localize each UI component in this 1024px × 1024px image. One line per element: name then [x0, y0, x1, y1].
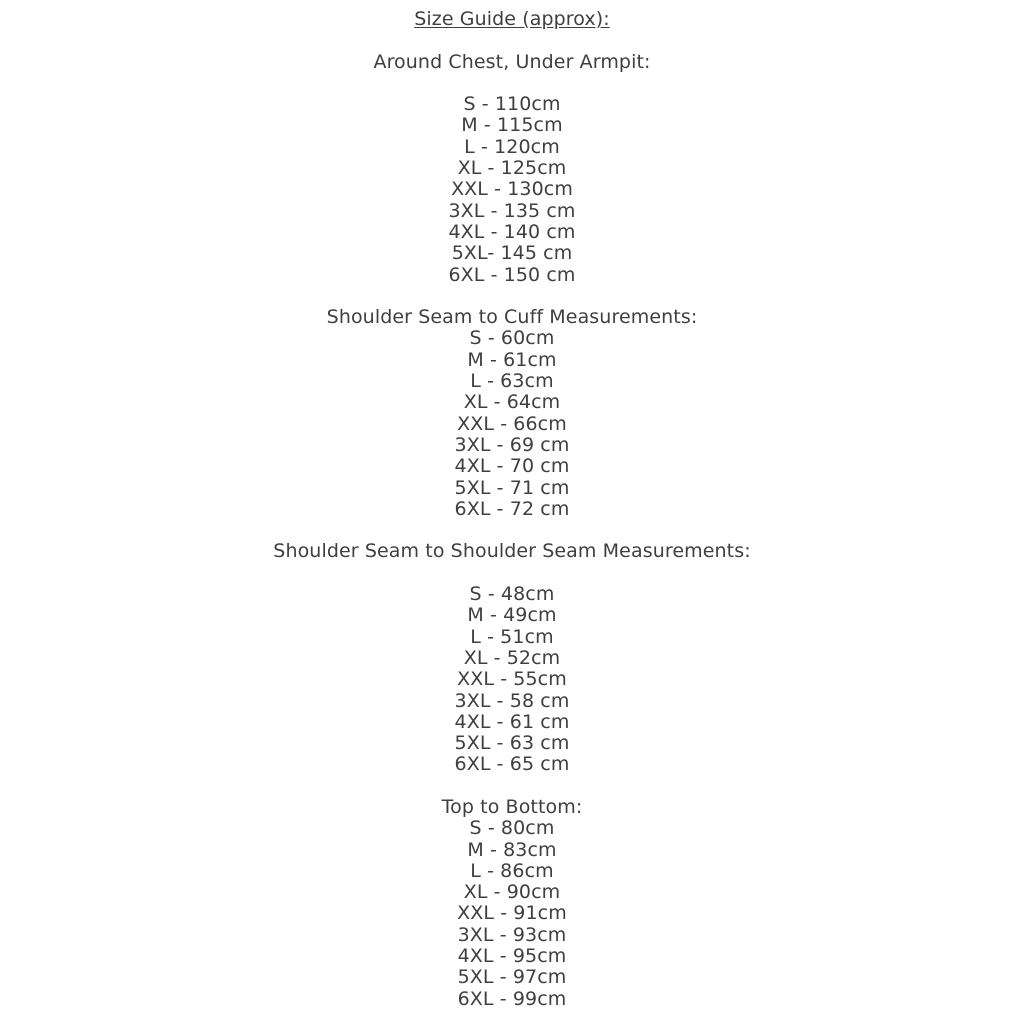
size-measurement-item: 4XL - 70 cm [454, 455, 570, 478]
size-measurement-item: XL - 52cm [463, 646, 561, 669]
size-measurement-item: L - 63cm [470, 370, 554, 393]
size-measurement-item: 5XL- 145 cm [451, 242, 573, 265]
size-measurement-item: XXL - 130cm [451, 178, 573, 201]
section-heading: Top to Bottom: [441, 795, 583, 818]
section-heading: Around Chest, Under Armpit: [373, 50, 651, 73]
size-measurement-item: 3XL - 135 cm [448, 199, 576, 222]
size-measurement-item: 6XL - 99cm [457, 987, 567, 1010]
size-measurement-item: S - 110cm [463, 93, 561, 116]
size-measurement-item: S - 60cm [469, 327, 555, 350]
size-measurement-item: 6XL - 72 cm [454, 497, 570, 520]
size-measurement-item: 6XL - 65 cm [454, 753, 570, 776]
size-measurement-item: 5XL - 71 cm [454, 476, 570, 499]
size-measurement-item: XL - 90cm [463, 881, 561, 904]
size-measurement-item: 4XL - 95cm [457, 945, 567, 968]
size-section [0, 52, 1024, 286]
size-measurement-item: 4XL - 140 cm [448, 220, 576, 243]
size-measurement-item: XXL - 55cm [457, 668, 567, 691]
size-measurement-item: 3XL - 93cm [457, 923, 567, 946]
size-list [0, 818, 1024, 1010]
size-measurement-item: L - 51cm [470, 625, 554, 648]
size-measurement-item: 4XL - 61 cm [454, 710, 570, 733]
size-list [0, 328, 1024, 520]
size-measurement-item: 6XL - 150 cm [448, 263, 576, 286]
size-measurement-item: M - 49cm [467, 604, 557, 627]
size-measurement-item: 3XL - 69 cm [454, 433, 570, 456]
page-title: Size Guide (approx): [414, 8, 610, 30]
size-measurement-item: 5XL - 63 cm [454, 732, 570, 755]
size-list [0, 584, 1024, 776]
size-measurement-item: L - 86cm [470, 859, 554, 882]
size-measurement-item: XL - 64cm [463, 391, 561, 414]
size-measurement-item: XXL - 91cm [457, 902, 567, 925]
size-section [0, 541, 1024, 775]
size-measurement-item: L - 120cm [464, 135, 560, 158]
size-section [0, 307, 1024, 520]
size-measurement-item: XL - 125cm [457, 157, 567, 180]
section-heading: Shoulder Seam to Shoulder Seam Measurements: [273, 540, 751, 563]
size-measurement-item: M - 115cm [461, 114, 563, 137]
size-measurement-item: S - 80cm [469, 817, 555, 840]
section-heading: Shoulder Seam to Cuff Measurements: [326, 306, 698, 329]
size-list [0, 94, 1024, 286]
size-measurement-item: 5XL - 97cm [457, 966, 567, 989]
size-section [0, 797, 1024, 1010]
size-measurement-item: 3XL - 58 cm [454, 689, 570, 712]
size-measurement-item: S - 48cm [469, 583, 555, 606]
size-measurement-item: M - 61cm [467, 348, 557, 371]
size-guide-sections [0, 52, 1024, 1010]
size-measurement-item: XXL - 66cm [457, 412, 567, 435]
size-measurement-item: M - 83cm [467, 838, 557, 861]
